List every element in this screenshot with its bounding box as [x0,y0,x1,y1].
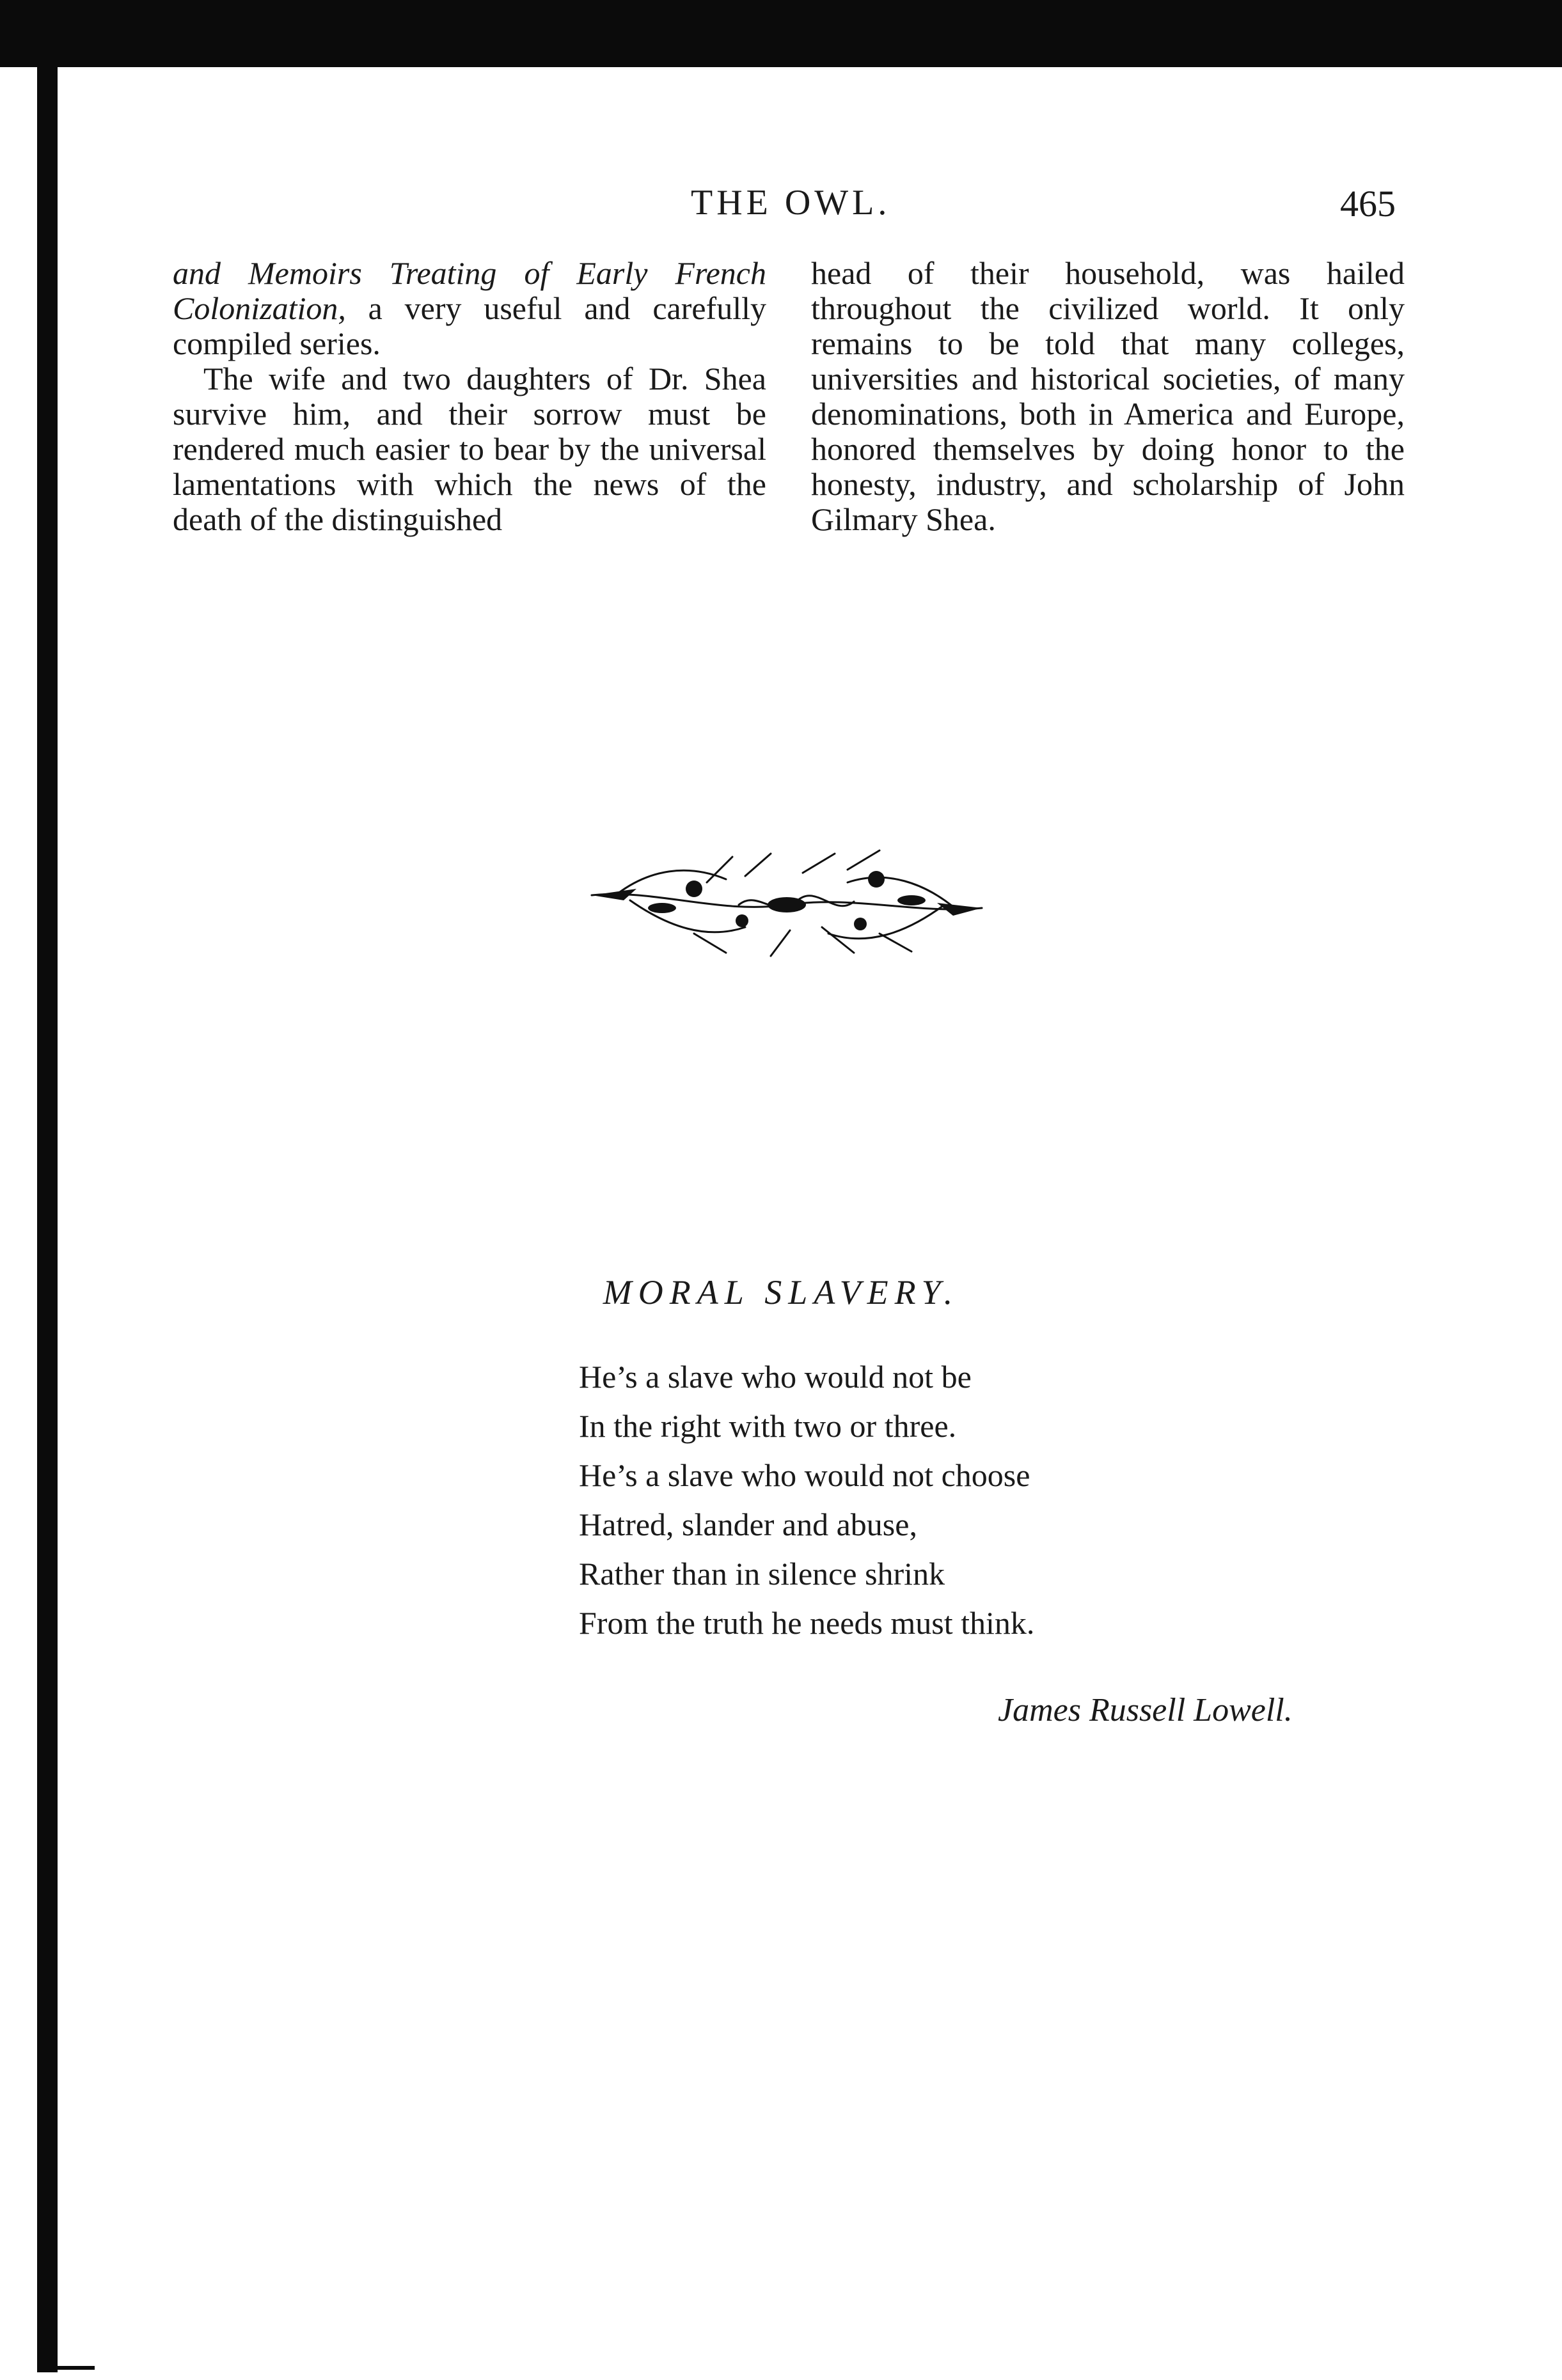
paragraph: The wife and two daughters of Dr. Shea survive him, and their sorrow must be rendered much easier to bear by the universal lamentations with which the news of the death of the distinguished [173,361,766,537]
floral-ornament-icon [579,844,995,959]
poem-body [579,1352,1034,1648]
scan-left-border [37,64,58,2372]
poem-line: Hatred, slander and abuse, [579,1507,917,1542]
paragraph-text: a very useful and carefully compiled series. [173,290,766,361]
poem-line: He’s a slave who would not be [579,1359,972,1395]
paragraph: head of their household, was hailed throughout the civilized world. It only remains to be told that many colleges, universities and historical societies, of many denominations, both in America and Europe, honored themselves by doing honor to the honesty, industry, and scholarship of John Gilmary Shea. [811,255,1405,537]
poem-title: MORAL SLAVERY. [603,1273,959,1311]
paragraph [173,256,766,361]
poem-line: From the truth he needs must think. [579,1605,1035,1641]
poem-attribution: James Russell Lowell. [998,1692,1293,1728]
running-title: THE OWL. [691,183,891,223]
page-number: 465 [1340,183,1396,224]
right-column [811,256,1405,537]
poem-line: Rather than in silence shrink [579,1556,945,1592]
poem-line: He’s a slave who would not choose [579,1457,1030,1493]
italic-title: and Memoirs Treating of Early French Colonization, [173,255,766,326]
left-column [173,256,766,537]
poem-line: In the right with two or three. [579,1408,957,1444]
scan-left-border-foot [37,2366,95,2370]
scan-top-border [0,0,1562,67]
